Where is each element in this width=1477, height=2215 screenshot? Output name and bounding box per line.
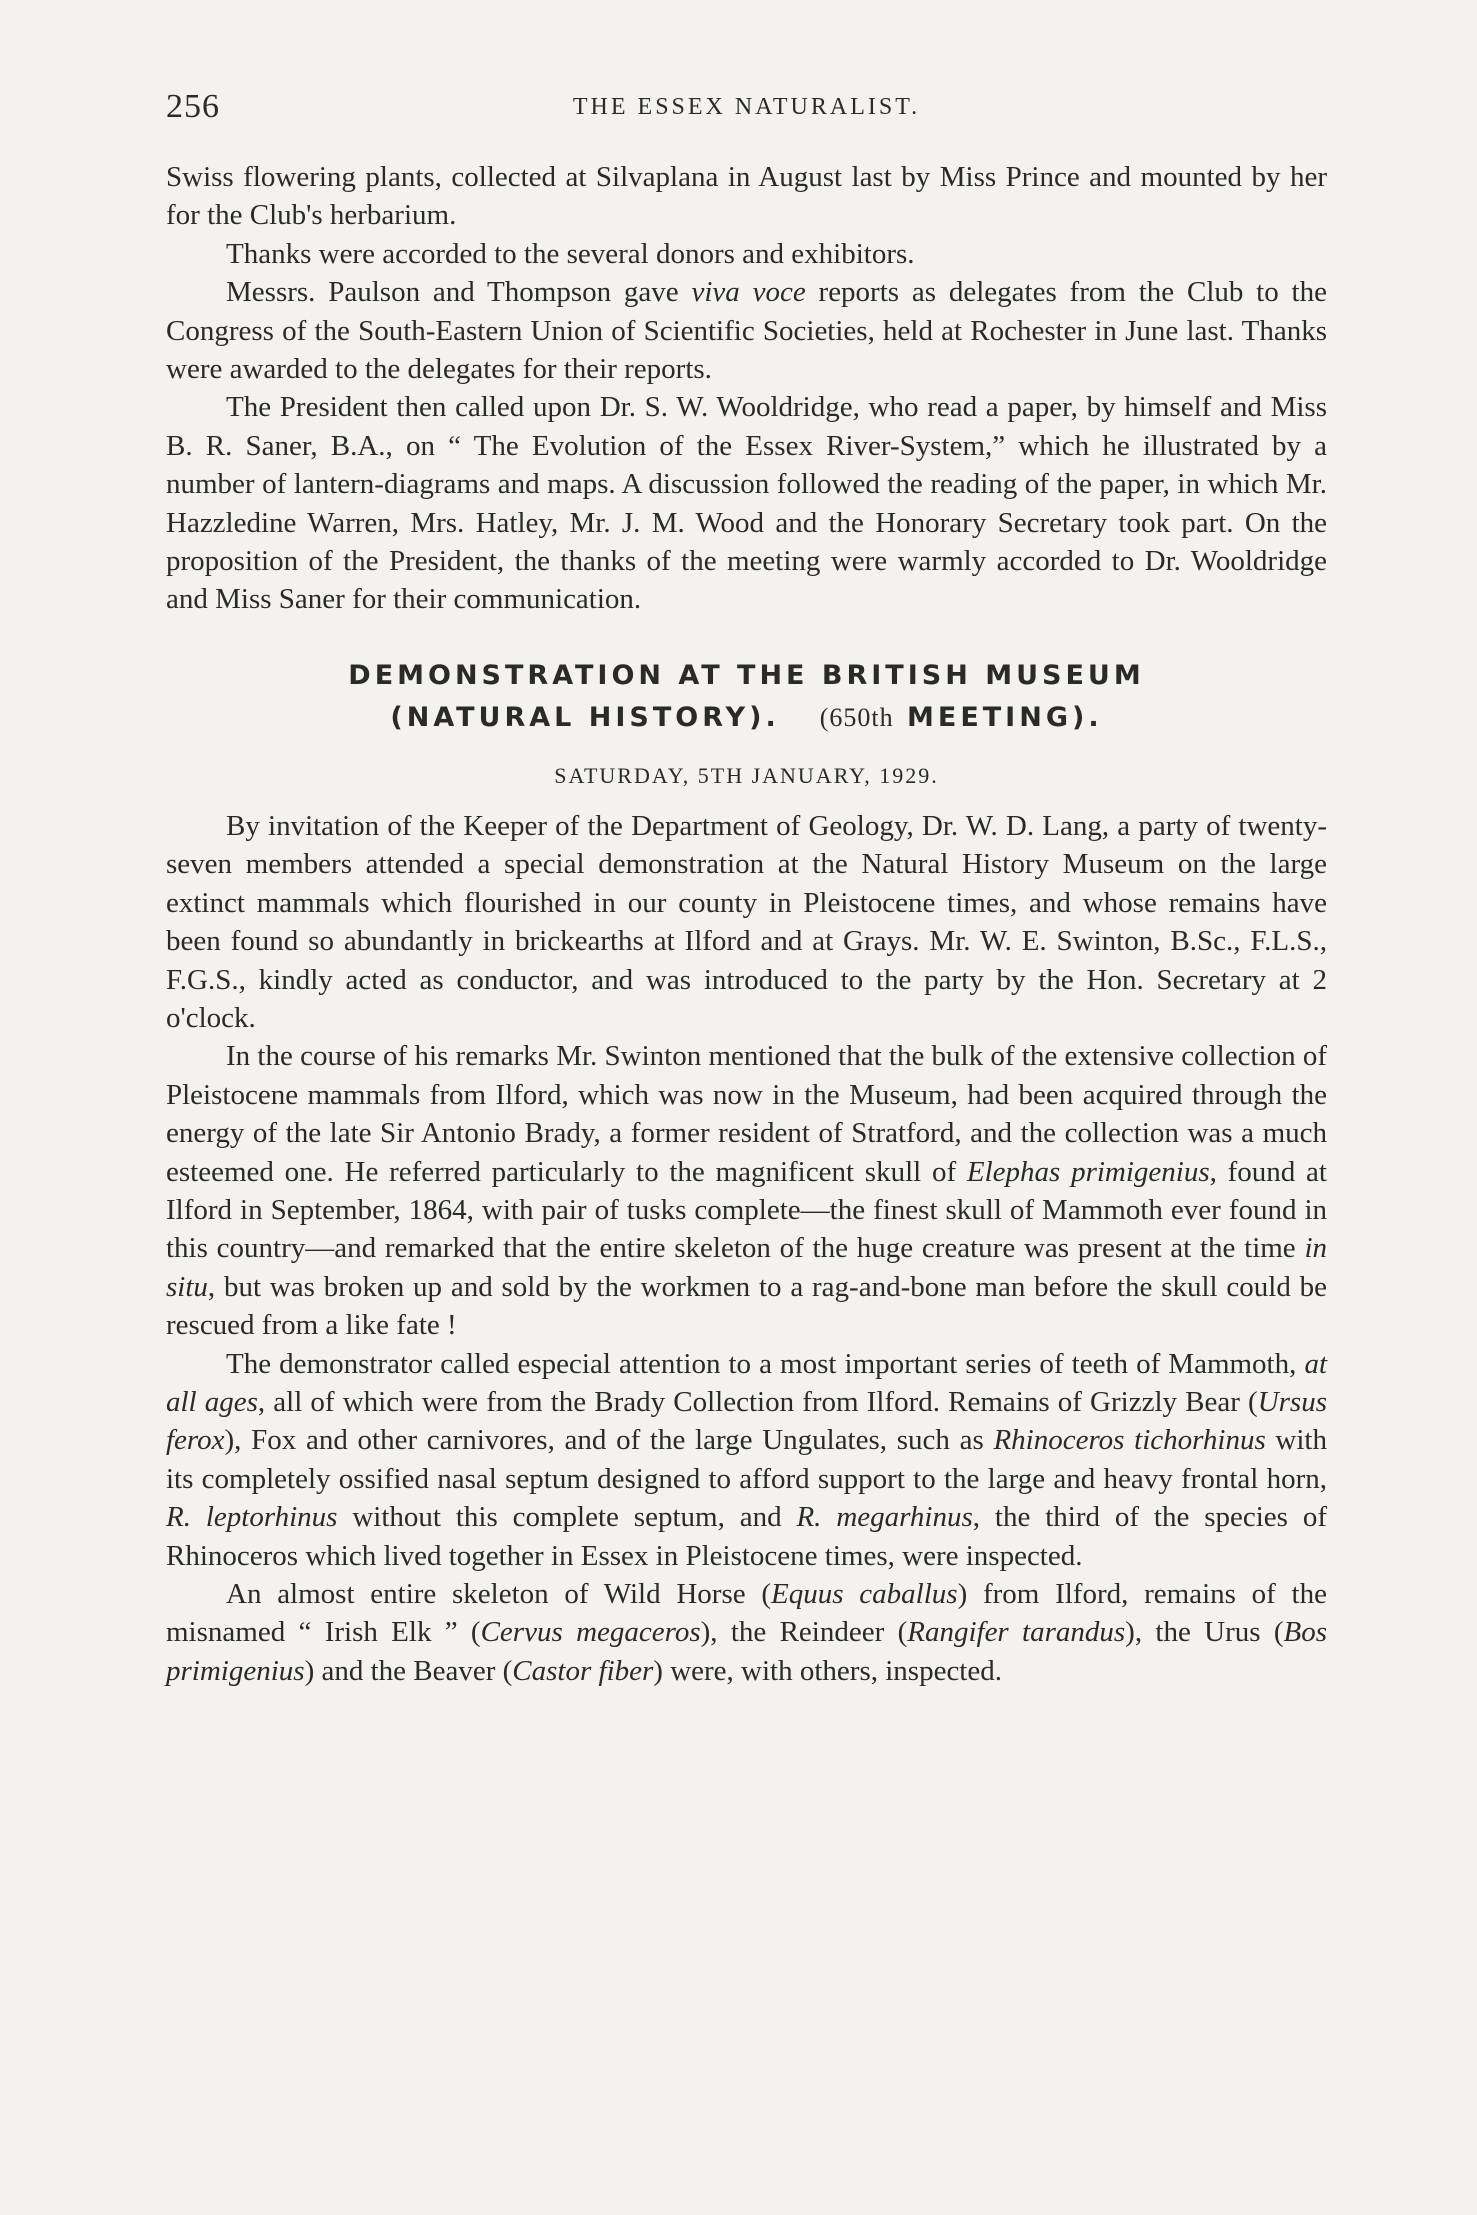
paragraph-invitation: By invitation of the Keeper of the Department of Geology, Dr. W. D. Lang, a party of twenty-seven members attended a special demonstration at the Natural History Museum on the large extinct mammals which flourished in our county in Pleistocene times, and whose remains have been found so abundantly in brickearths at Ilford and at Grays. Mr. W. E. Swinton, B.Sc., F.L.S., F.G.S., kindly acted as conductor, and was introduced to the party by the Hon. Secretary at 2 o'clock.: [166, 809, 1327, 1034]
section-heading-line2: [166, 697, 1327, 739]
paragraph-remarks: [166, 1037, 1327, 1344]
paragraph-swiss-plants: Swiss flowering plants, collected at Silvaplana in August last by Miss Prince and mounted by her for the Club's herbarium.: [166, 161, 1327, 232]
text-run: without this complete septum, and: [337, 1501, 797, 1534]
text-run: ), the Urus (: [1125, 1616, 1284, 1649]
text-run: with its completely ossified nasal septum designed to afford support to the large and heavy frontal horn,: [166, 1424, 1327, 1495]
text-run: reports as delegates from the Club to the Congress of the South-Eastern Union of Scientific Societies, held at Rochester in June last. Thanks were awarded to the delegates for their reports.: [166, 276, 1327, 386]
meeting-open: (: [819, 702, 830, 732]
italic-run: Equus caballus: [771, 1578, 958, 1610]
paragraph-delegates: [166, 273, 1327, 388]
text-run: In the course of his remarks Mr. Swinton mentioned that the bulk of the extensive collection of Pleistocene mammals from Ilford, which was now in the Museum, had been acquired through the energy of the late Sir Antonio Brady, a former resident of Stratford, and the collection was a much esteemed one. He referred particularly to the magnificent skull of: [166, 1040, 1327, 1188]
text-run: ), the Reindeer (: [700, 1616, 908, 1649]
text-run: ), Fox and other carnivores, and of the large Ungulates, such as: [224, 1424, 994, 1457]
section-heading: DEMONSTRATION AT THE BRITISH MUSEUM: [348, 659, 1145, 691]
text-run: ) from Ilford, remains of the misnamed “ Irish Elk ” (: [166, 1578, 1327, 1649]
text-run: , found at Ilford in September, 1864, with pair of tusks complete—the finest skull of Mammoth ever found in this country—and remarked that the entire skeleton of the huge creature was present at the time: [166, 1155, 1327, 1265]
italic-run: R. megarhinus: [796, 1501, 973, 1534]
meeting-word: MEETING).: [893, 701, 1103, 733]
paragraph-demonstrator: [166, 1345, 1327, 1575]
paragraph-president: The President then called upon Dr. S. W. Wooldridge, who read a paper, by himself and Miss B. R. Saner, B.A., on “ The Evolution of the Essex River-System,” which he illustrated by a number of lantern-diagrams and maps. A discussion followed the reading of the paper, in which Mr. Hazzledine Warren, Mrs. Hatley, Mr. J. M. Wood and the Honorary Secretary took part. On the proposition of the President, the thanks of the meeting were warmly accorded to Dr. Wooldridge and Miss Saner for their communication.: [166, 391, 1327, 616]
paragraph-thanks-donors: Thanks were accorded to the several donors and exhibitors.: [226, 237, 915, 270]
text-run: , the third of the species of Rhinoceros which lived together in Essex in Pleistocene times, were inspected.: [166, 1501, 1328, 1572]
italic-run: in situ: [166, 1232, 1327, 1303]
running-head: [166, 88, 1327, 128]
text-run: The demonstrator called especial attention to a most important series of teeth of Mammoth,: [226, 1347, 1305, 1380]
italic-run: R. leptorhinus: [166, 1501, 338, 1534]
italic-run: Elephas primigenius: [966, 1155, 1210, 1188]
text-run: ) were, with others, inspected.: [653, 1654, 1002, 1687]
italic-run: Rhinoceros tichorhinus: [993, 1424, 1266, 1457]
journal-title: THE ESSEX NATURALIST.: [572, 94, 921, 120]
paragraph-horse: [166, 1575, 1327, 1690]
text-run: Messrs. Paulson and Thompson gave: [226, 276, 692, 309]
italic-run: at all ages: [166, 1347, 1327, 1418]
heading-natural-history: (NATURAL HISTORY).: [390, 701, 780, 733]
text-run: An almost entire skeleton of Wild Horse (: [226, 1578, 772, 1610]
text-run: , all of which were from the Brady Collection from Ilford. Remains of Grizzly Bear (: [257, 1385, 1258, 1418]
italic-run: Bos primigenius: [166, 1616, 1327, 1687]
italic-run: Rangifer tarandus: [907, 1616, 1126, 1649]
italic-run: viva voce: [691, 276, 806, 309]
meeting-date: SATURDAY, 5TH JANUARY, 1929.: [554, 762, 939, 788]
meeting-label: [820, 702, 1103, 733]
text-run: , but was broken up and sold by the workmen to a rag-and-bone man before the skull could be rescued from a like fate !: [166, 1270, 1327, 1342]
italic-run: Ursus ferox: [166, 1385, 1327, 1457]
italic-run: Castor fiber: [512, 1654, 654, 1687]
text-run: ) and the Beaver (: [304, 1654, 513, 1687]
page-number: 256: [166, 88, 220, 125]
meeting-number: 650th: [829, 702, 894, 732]
italic-run: Cervus megaceros: [480, 1616, 701, 1649]
